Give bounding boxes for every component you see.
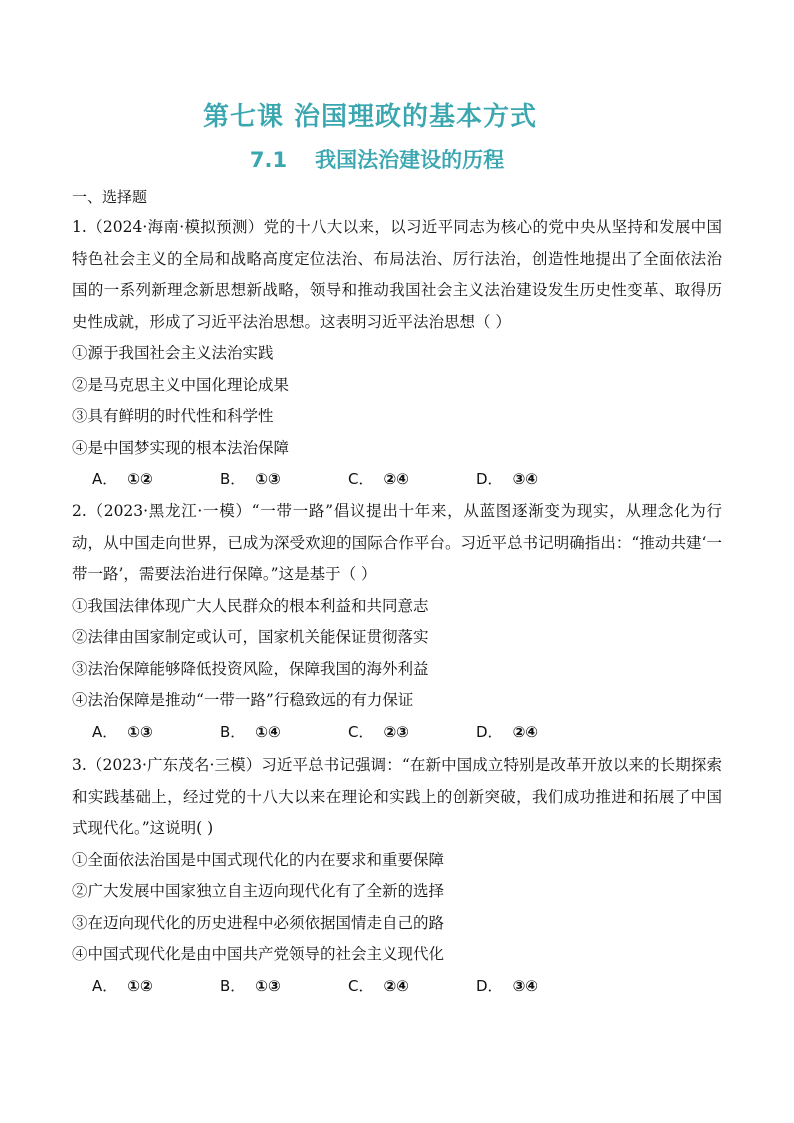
choice-c[interactable] bbox=[348, 464, 476, 496]
choice-letter: C． bbox=[348, 722, 374, 741]
question-stem: 3.（2023·广东茂名·三模）习近平总书记强调：“在新中国成立特别是改革开放以来的长期探索和实践基础上，经过党的十八大以来在理论和实践上的创新突破，我们成功推进和拓展了中国式现代化。”这说明( ) bbox=[72, 756, 722, 837]
statement-option: ②法律由国家制定或认可，国家机关能保证贯彻落实 bbox=[72, 628, 429, 646]
choice-value: ①④ bbox=[255, 722, 281, 741]
statement-option: ①我国法律体现广大人民群众的根本利益和共同意志 bbox=[72, 596, 429, 615]
choice-value: ③④ bbox=[512, 976, 538, 995]
choice-b[interactable] bbox=[220, 717, 348, 749]
statement-option: ④法治保障是推动“一带一路”行稳致远的有力保证 bbox=[72, 691, 414, 709]
choice-value: ①③ bbox=[127, 722, 153, 741]
choice-letter: C． bbox=[348, 470, 374, 488]
choice-letter: D． bbox=[476, 470, 503, 488]
statement-option: ③在迈向现代化的历史进程中必须依据国情走自己的路 bbox=[72, 913, 445, 932]
choice-value: ③④ bbox=[512, 470, 538, 488]
choice-value: ②③ bbox=[383, 722, 409, 741]
choice-value: ②④ bbox=[512, 722, 538, 741]
section-heading: 一、选择题 bbox=[72, 188, 148, 206]
choice-c[interactable] bbox=[348, 717, 476, 749]
choice-a[interactable] bbox=[92, 717, 220, 749]
choice-letter: A． bbox=[92, 722, 118, 741]
choice-letter: B． bbox=[220, 722, 246, 741]
answer-choices bbox=[72, 464, 722, 496]
question-stem: 2.（2023·黑龙江·一模）“一带一路”倡议提出十年来，从蓝图逐渐变为现实，从理念化为行动，从中国走向世界，已成为深受欢迎的国际合作平台。习近平总书记明确指出：“推动共建‘一带一路’，需要法治进行保障。”这是基于（ ） bbox=[72, 502, 722, 583]
choice-letter: A． bbox=[92, 470, 118, 488]
choice-b[interactable] bbox=[220, 971, 348, 1003]
choice-value: ①③ bbox=[255, 976, 281, 995]
statement-option: ④是中国梦实现的根本法治保障 bbox=[72, 438, 290, 457]
statement-option: ①源于我国社会主义法治实践 bbox=[72, 344, 274, 362]
choice-letter: B． bbox=[220, 470, 246, 488]
statement-option: ④中国式现代化是由中国共产党领导的社会主义现代化 bbox=[72, 945, 445, 963]
page-title: 第七课 治国理政的基本方式 bbox=[202, 102, 538, 132]
statement-option: ②是马克思主义中国化理论成果 bbox=[72, 375, 290, 394]
choice-d[interactable] bbox=[476, 464, 604, 496]
choice-letter: A． bbox=[92, 976, 118, 995]
question-2 bbox=[72, 496, 722, 748]
statement-option: ③法治保障能够降低投资风险，保障我国的海外利益 bbox=[72, 659, 429, 678]
subtitle-number: 7.1 bbox=[249, 148, 288, 172]
choice-letter: D． bbox=[476, 976, 503, 995]
choice-d[interactable] bbox=[476, 971, 604, 1003]
question-stem: 1.（2024·海南·模拟预测）党的十八大以来，以习近平同志为核心的党中央从坚持和发展中国特色社会主义的全局和战略高度定位法治、布局法治、厉行法治，创造性地提出了全面依法治国的一系列新理念新思想新战略，领导和推动我国社会主义法治建设发生历史性变革、取得历史性成就，形成了习近平法治思想。这表明习近平法治思想（ ） bbox=[72, 218, 722, 331]
choice-letter: C． bbox=[348, 976, 374, 995]
page-subtitle bbox=[0, 144, 754, 174]
choice-a[interactable] bbox=[92, 464, 220, 496]
subtitle-text: 我国法治建设的历程 bbox=[315, 148, 505, 172]
statement-option: ①全面依法治国是中国式现代化的内在要求和重要保障 bbox=[72, 850, 445, 869]
statement-option: ②广大发展中国家独立自主迈向现代化有了全新的选择 bbox=[72, 882, 445, 900]
choice-value: ②④ bbox=[383, 976, 409, 995]
answer-choices bbox=[72, 971, 722, 1003]
choice-d[interactable] bbox=[476, 717, 604, 749]
choice-letter: D． bbox=[476, 722, 503, 741]
question-3 bbox=[72, 750, 722, 1002]
choice-value: ①② bbox=[127, 470, 153, 488]
choice-value: ①③ bbox=[255, 470, 281, 488]
choice-value: ②④ bbox=[383, 470, 409, 488]
choice-b[interactable] bbox=[220, 464, 348, 496]
choice-value: ①② bbox=[127, 976, 153, 995]
choice-c[interactable] bbox=[348, 971, 476, 1003]
statement-option: ③具有鲜明的时代性和科学性 bbox=[72, 407, 274, 425]
choice-letter: B． bbox=[220, 976, 246, 995]
choice-a[interactable] bbox=[92, 971, 220, 1003]
answer-choices bbox=[72, 717, 722, 749]
question-1 bbox=[72, 212, 722, 496]
